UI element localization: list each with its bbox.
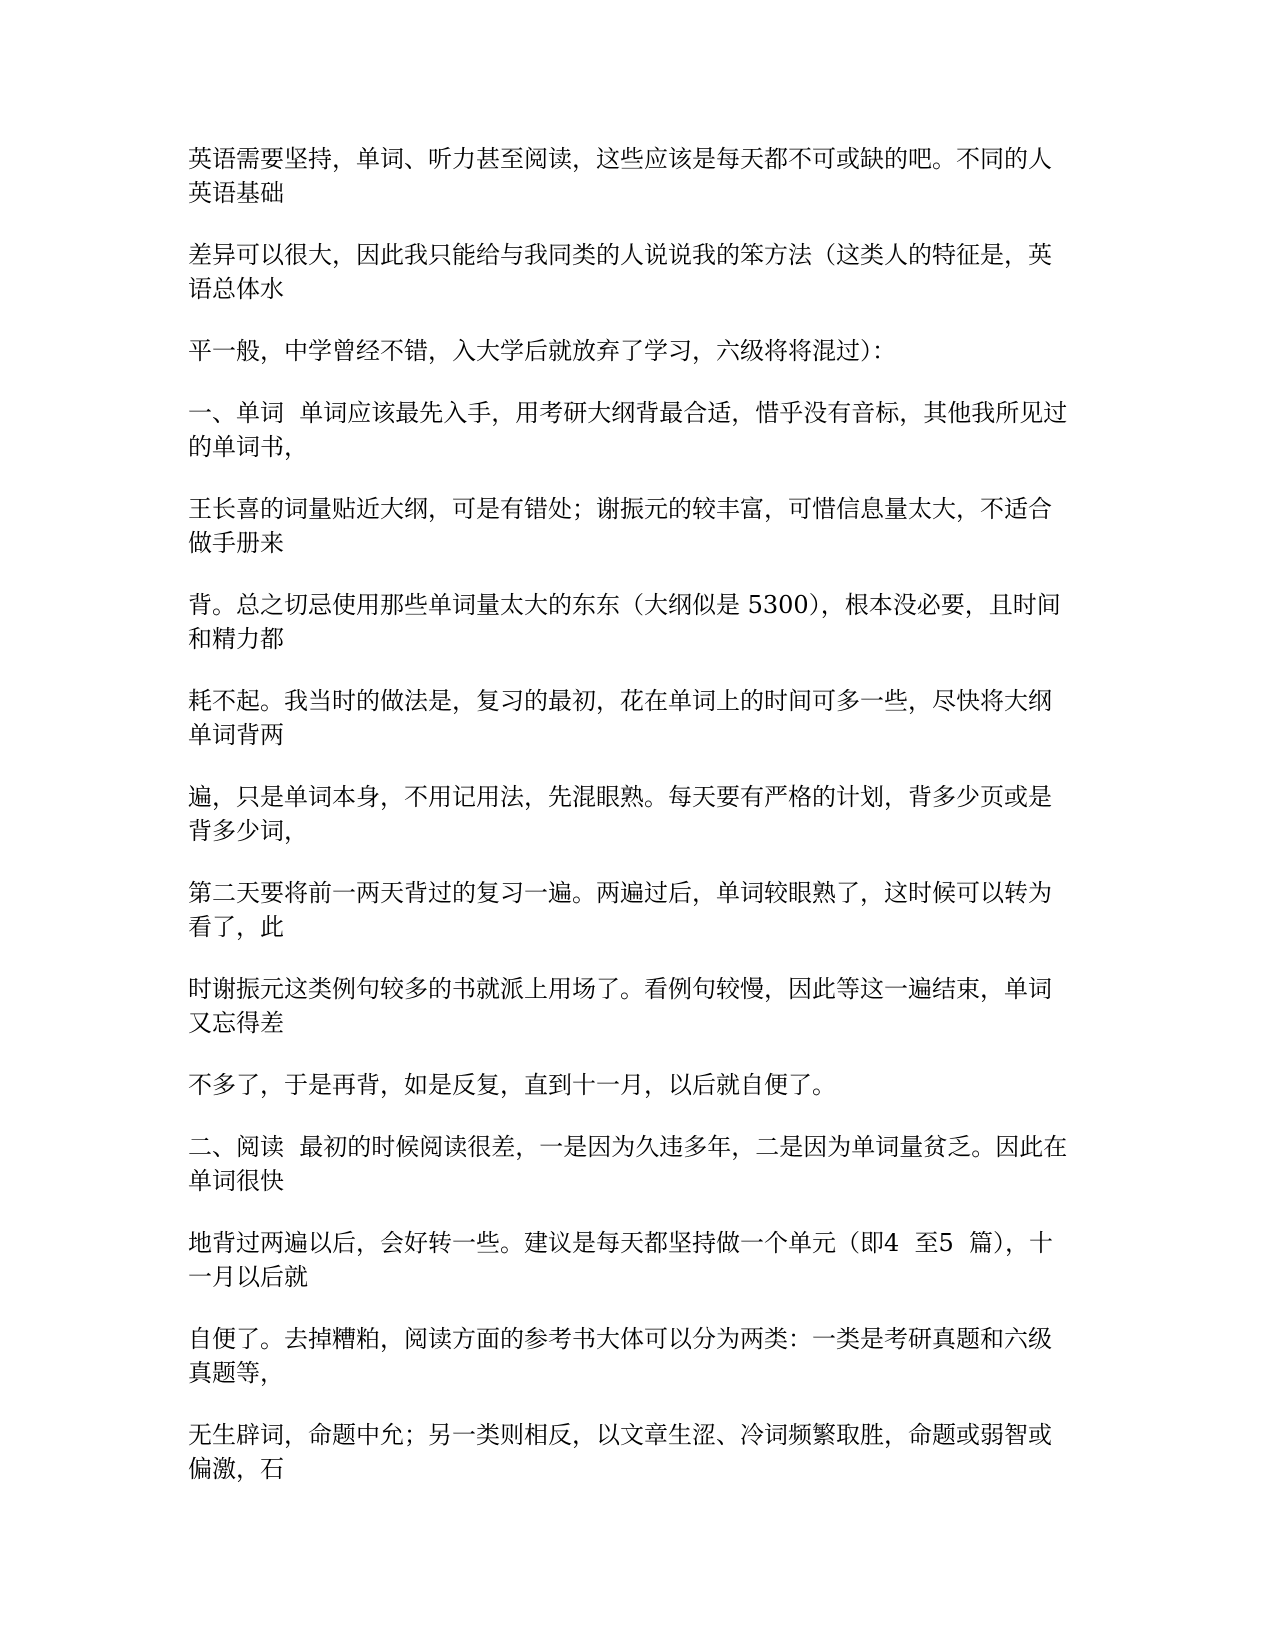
paragraph: 背。总之切忌使用那些单词量太大的东东（大纲似是 5300），根本没必要，且时间 和精力都 <box>188 591 1061 653</box>
paragraph: 二、阅读 最初的时候阅读很差，一是因为久违多年，二是因为单词量贫乏。因此在 单词很快 <box>188 1133 1068 1195</box>
paragraph: 遍，只是单词本身，不用记用法，先混眼熟。每天要有严格的计划，背多少页或是 背多少词， <box>188 783 1052 845</box>
paragraph: 一、单词 单词应该最先入手，用考研大纲背最合适，惜乎没有音标，其他我所见过 的单词书， <box>188 399 1068 461</box>
paragraph: 英语需要坚持，单词、听力甚至阅读，这些应该是每天都不可或缺的吧。不同的人 英语基础 <box>188 145 1052 207</box>
paragraph: 不多了，于是再背，如是反复，直到十一月，以后就自便了。 <box>188 1071 836 1099</box>
paragraph: 自便了。去掉糟粕，阅读方面的参考书大体可以分为两类：一类是考研真题和六级 真题等， <box>188 1325 1052 1387</box>
paragraph: 差异可以很大，因此我只能给与我同类的人说说我的笨方法（这类人的特征是，英 语总体水 <box>188 241 1052 303</box>
paragraph: 耗不起。我当时的做法是，复习的最初，花在单词上的时间可多一些，尽快将大纲 单词背两 <box>188 687 1052 749</box>
paragraph: 平一般，中学曾经不错，入大学后就放弃了学习，六级将将混过）： <box>188 337 896 365</box>
paragraph: 王长喜的词量贴近大纲，可是有错处；谢振元的较丰富，可惜信息量太大，不适合 做手册来 <box>188 495 1052 557</box>
paragraph: 第二天要将前一两天背过的复习一遍。两遍过后，单词较眼熟了，这时候可以转为 看了，此 <box>188 879 1052 941</box>
paragraph: 时谢振元这类例句较多的书就派上用场了。看例句较慢，因此等这一遍结束，单词 又忘得差 <box>188 975 1052 1037</box>
paragraph: 无生辟词，命题中允；另一类则相反，以文章生涩、冷词频繁取胜，命题或弱智或 偏激，石 <box>188 1421 1052 1483</box>
paragraph: 地背过两遍以后，会好转一些。建议是每天都坚持做一个单元（即4 至5 篇），十 一月以后就 <box>188 1229 1054 1291</box>
document-body <box>188 142 1088 1514</box>
